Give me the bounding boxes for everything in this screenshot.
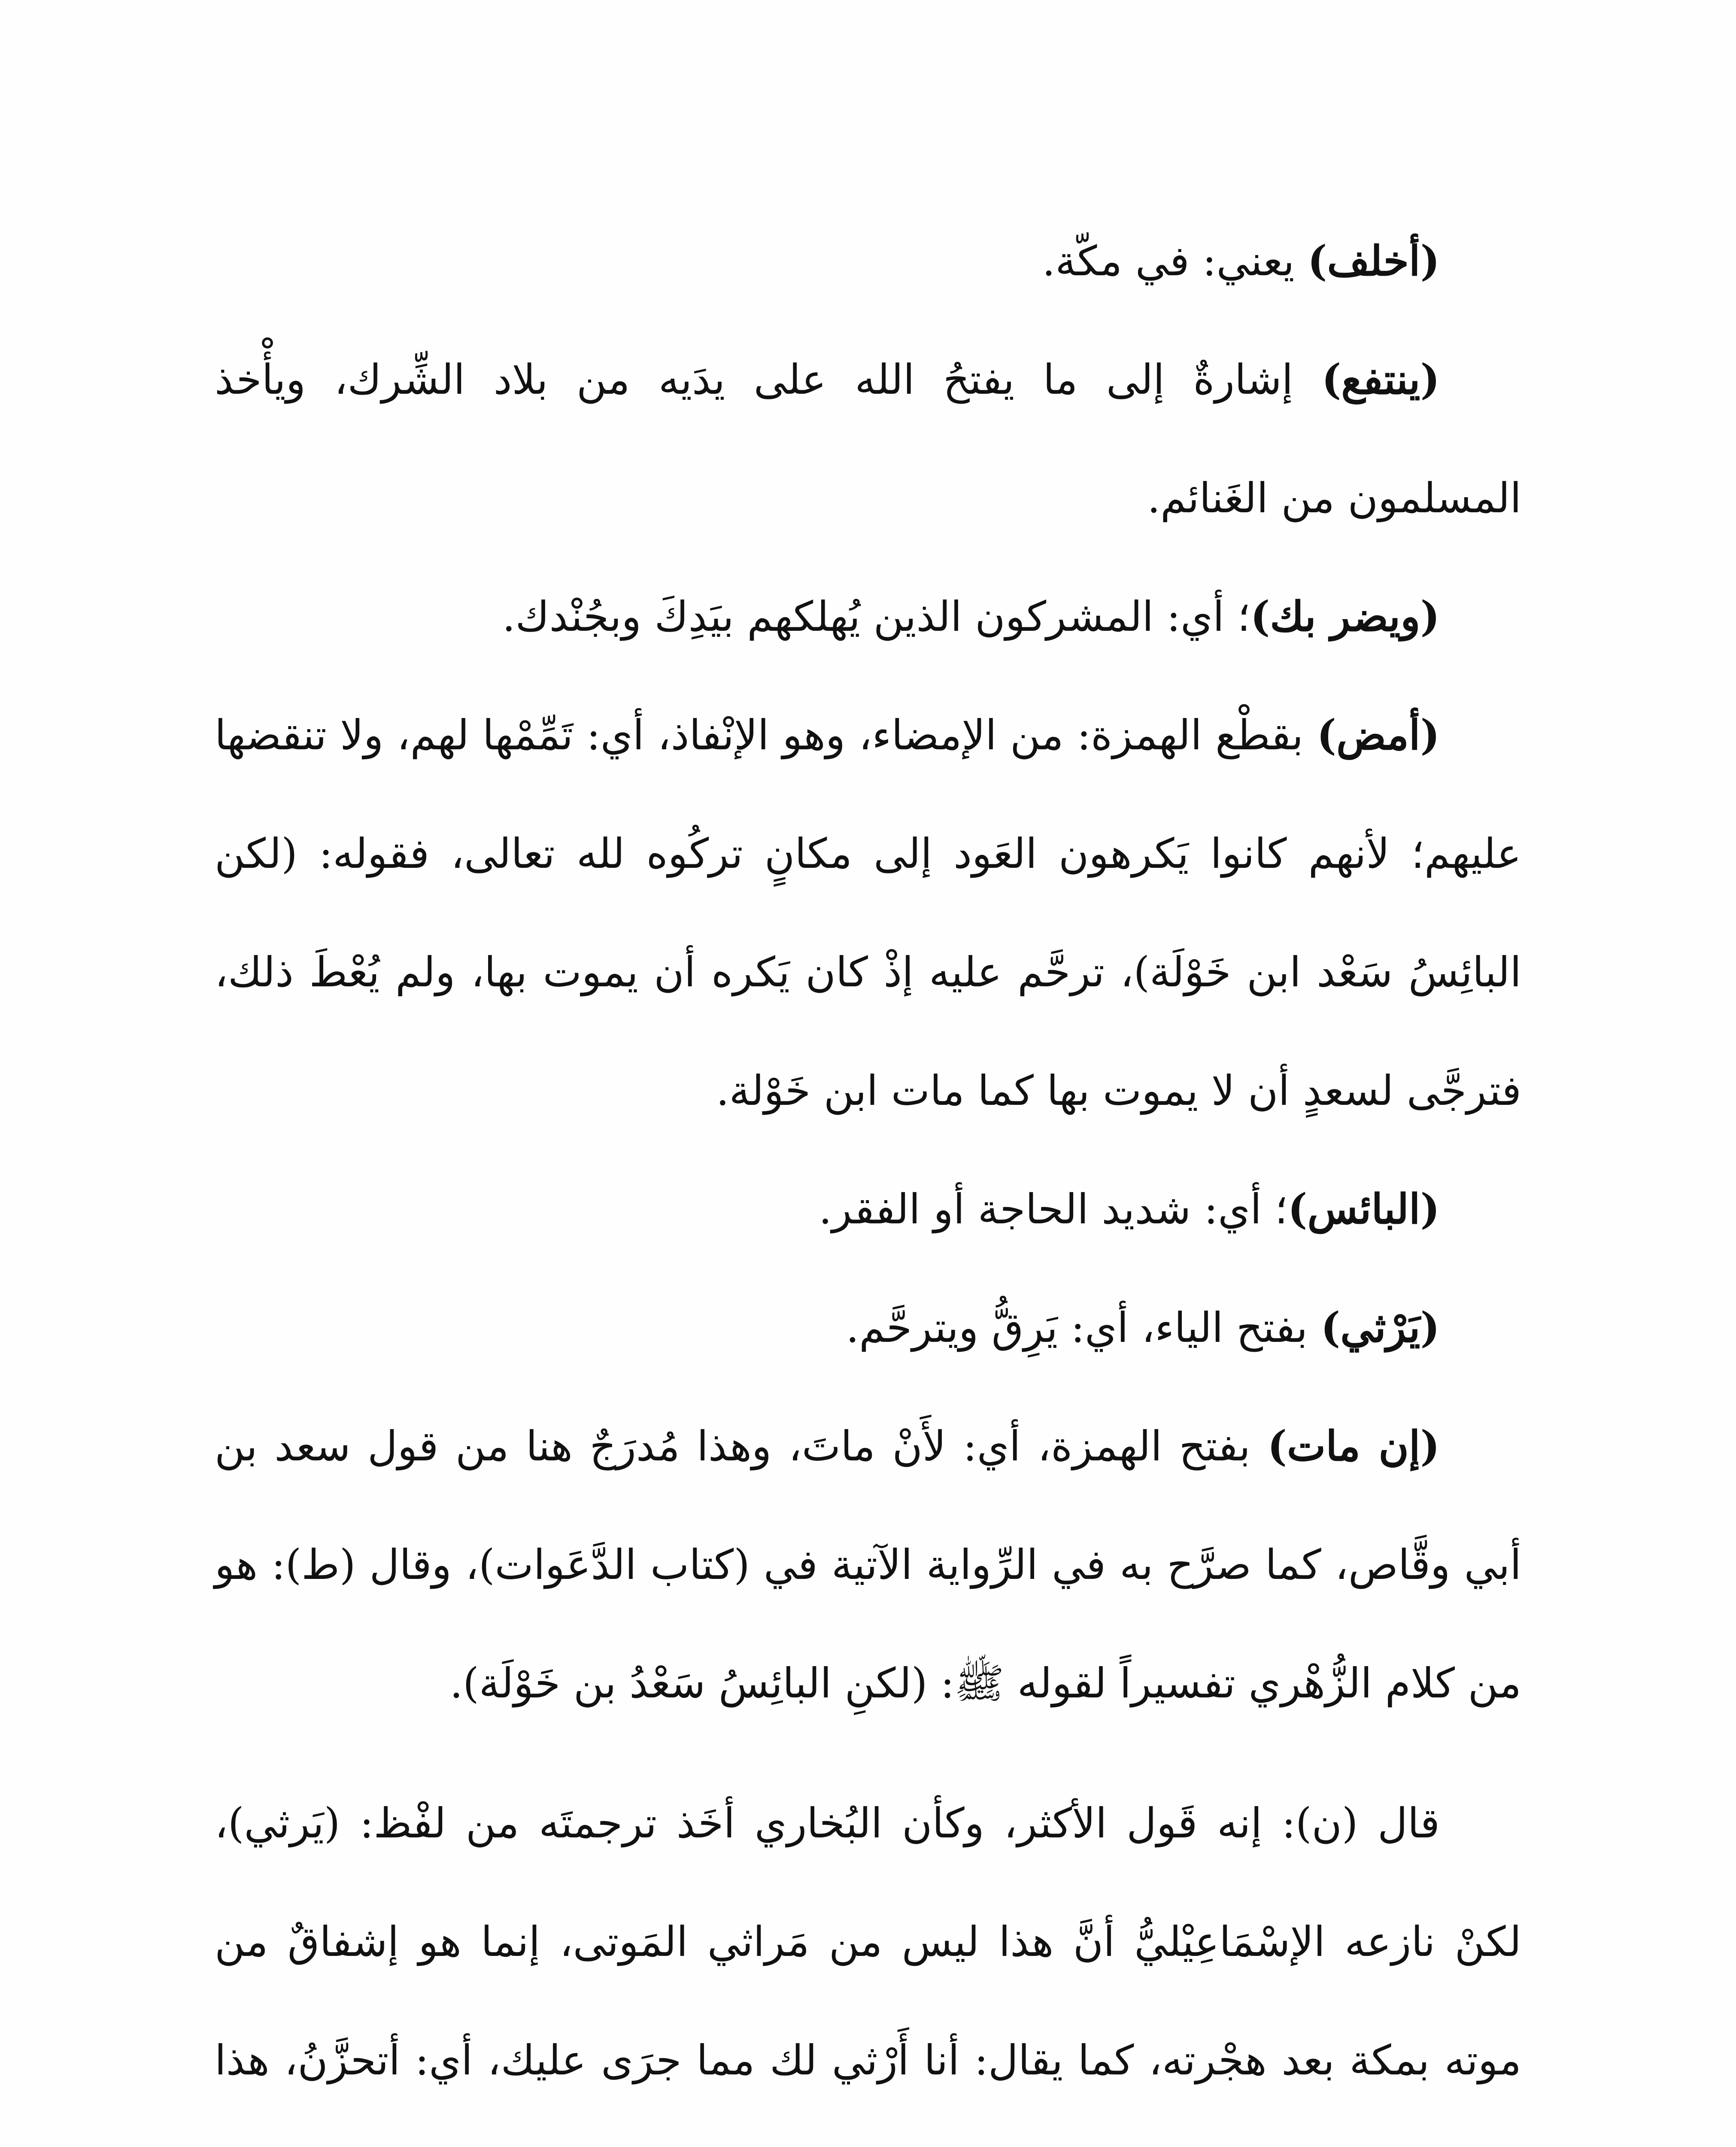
paragraph-1 [215,202,1521,320]
paragraph-4 [215,676,1521,1150]
paragraph-text: بفتح الهمزة، أي: لأَنْ ماتَ، وهذا مُدرَجٌ هنا من قول سعد بن أبي وقَّاص، كما صرَّح به في الرِّواية الآتية في (كتاب الدَّعَوات)، وقال (ط): هو من كلام الزُّهْري تفسيراً لقوله ﷺ: (لكنِ البائِسُ سَعْدُ بن خَوْلَة). [215,1422,1522,1707]
paragraph-text: يعني: في مكّة. [1042,237,1308,285]
paragraph-text: بفتح الياء، أي: يَرِقُّ ويترحَّم. [846,1304,1321,1352]
paragraph-3 [215,557,1521,676]
lemma-term: (ويضر بك) [1250,592,1440,641]
lemma-term: (البائس) [1287,1185,1440,1233]
paragraph-text: بقطْع الهمزة: من الإمضاء، وهو الإنْفاذ، أي: تَمِّمْها لهم، ولا تنقضها عليهم؛ لأنهم كانوا يَكرهون العَود إلى مكانٍ تركُوه لله تعالى، فقوله: (لكن البائِسُ سَعْد ابن خَوْلَة)، ترحَّم عليه إذْ كان يَكره أن يموت بها، ولم يُعْطَ ذلك، فترجَّى لسعدٍ أن لا يموت بها كما مات ابن خَوْلة. [215,711,1522,1115]
lemma-term: (أخلف) [1307,237,1440,285]
paragraph-2 [215,320,1521,557]
lemma-term: (ينتفع) [1321,355,1440,404]
lemma-term: (أمض) [1317,711,1440,759]
paragraph-8 [215,1764,1521,2147]
paragraph-text: قال (ن): إنه قَول الأكثر، وكأن البُخاري أخَذ ترجمتَه من لفْظ: (يَرثي)، لكنْ نازعه الإسْمَاعِيْليُّ أنَّ هذا ليس من مَراثي المَوتى، إنما هو إشفاقٌ من موته بمكة بعد هجْرته، كما يقال: أنا أَرْثي لك مما جرَى عليك، أي: أتحزَّنُ، هذا [215,1799,1522,2084]
lemma-term: (يَرْثي) [1320,1303,1440,1352]
paragraph-text: إشارةٌ إلى ما يفتحُ الله على يدَيه من بلاد الشِّرك، ويأْخذ المسلمون من الغَنائم. [215,356,1521,522]
body-text [215,202,1521,2147]
paragraph-6 [215,1268,1521,1387]
paragraph-text: ؛ أي: شديد الحاجة أو الفقر. [819,1185,1288,1233]
paragraph-7 [215,1387,1521,1743]
paragraph-5 [215,1150,1521,1268]
lemma-term: (إن مات) [1267,1422,1440,1470]
paragraph-text: ؛ أي: المشركون الذين يُهلكهم بيَدِكَ وبجُنْدك. [502,593,1250,641]
